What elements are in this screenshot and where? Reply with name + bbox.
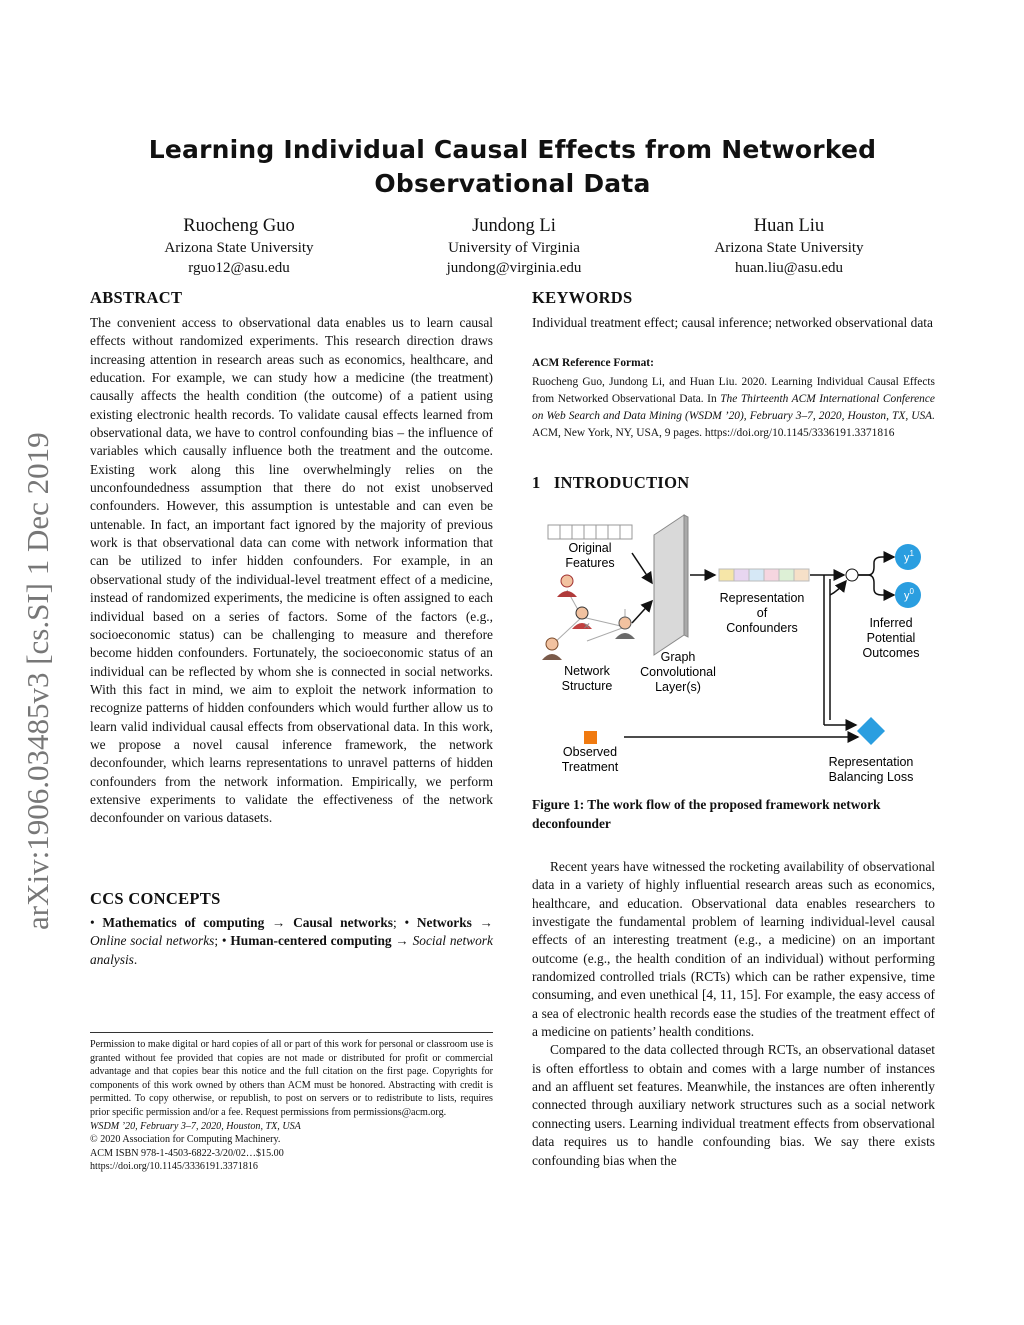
arrow-features-to-gcn: [632, 553, 652, 583]
representation-vector: [719, 569, 809, 581]
ccs-main: Networks: [416, 915, 472, 930]
footnote-rule: [90, 1032, 493, 1033]
author-name: Jundong Li: [472, 216, 556, 236]
reference-heading: ACM Reference Format:: [532, 357, 654, 369]
person-icon: [557, 575, 577, 597]
author-affiliation: Arizona State University: [164, 240, 314, 256]
ccs-main: Human-centered computing: [230, 933, 392, 949]
concat-node: [846, 569, 858, 581]
permission-doi[interactable]: https://doi.org/10.1145/3336191.3371816: [90, 1161, 258, 1173]
reference-venue: The Thirteenth ACM International Conference on Web Search and Data Mining (WSDM ’20), February 3–7, 2020, Houston, TX, USA.: [532, 392, 935, 422]
label-network-structure-2: Structure: [561, 679, 613, 693]
arrow-treatment-to-node: [830, 581, 846, 595]
ccs-concepts: • Mathematics of computing → Causal networks; • Networks → Online social networks; • Human-centered computing → Social network analysis.: [90, 915, 493, 967]
person-icon: [615, 617, 635, 639]
permission-notice: [90, 1038, 493, 1174]
label-original-features-2: Features: [565, 556, 615, 570]
paper-title: [90, 133, 935, 201]
author-3: [649, 214, 929, 278]
original-features-grid: [548, 525, 632, 539]
label-balancing-2: Balancing Loss: [828, 770, 914, 784]
reference-text: Ruocheng Guo, Jundong Li, and Huan Liu. 2020. Learning Individual Causal Effects from Networked Observational Data. In The Thirteenth ACM International Conference on Web Search and Data Mining (WSDM ’20), February 3–7, 2020, Houston, TX, USA. ACM, New York, NY, USA, 9 pages. https://doi.org/10.1145/3336191.3371816: [532, 376, 935, 439]
y0-label: $y^0$: [904, 587, 914, 602]
label-original-features-1: Original: [568, 541, 612, 555]
ccs-sub: Social network analysis: [90, 933, 493, 967]
ccs-sub: Online social networks: [90, 933, 215, 949]
network-graph: [542, 575, 635, 660]
label-gcn-3: Layer(s): [655, 680, 701, 694]
intro-body: [532, 858, 935, 1170]
title-line-1: Learning Individual Causal Effects from Networked: [148, 135, 877, 164]
abstract-heading: ABSTRACT: [90, 288, 183, 307]
intro-paragraph-2: Compared to the data collected through RCTs, an observational dataset is often effortless to obtain and comes with a large number of instances and an affluent set features. Meanwhile, the instances are often inherently connected through auxiliary network structures such as a social network connecting users. Learning individual treatment effects from observational data requires us to handle confounding bias. We say there exists confounding bias when the: [532, 1042, 935, 1168]
ccs-main: Mathematics of computing: [102, 915, 265, 930]
author-email[interactable]: jundong@virginia.edu: [446, 260, 582, 276]
label-gcn-2: Convolutional: [640, 665, 716, 679]
label-balancing-1: Representation: [828, 755, 914, 769]
author-name: Ruocheng Guo: [183, 216, 295, 236]
permission-copyright: © 2020 Association for Computing Machinery.: [90, 1134, 281, 1146]
author-name: Huan Liu: [753, 216, 825, 236]
permission-text: Permission to make digital or hard copies of all or part of this work for personal or classroom use is granted without fee provided that copies are not made or distributed for profit or commercial advantage and that copies bear this notice and the full citation on the first page. Copyrights for components of this work owned by others than ACM must be honored. Abstracting with credit is permitted. To copy otherwise, or republish, to post on servers or to redistribute to lists, requires prior specific permission and/or a fee. Request permissions from permissions@acm.org.: [90, 1039, 493, 1118]
edge-mark-icon: ✕: [583, 621, 591, 631]
treatment-square-icon: [584, 731, 597, 744]
author-affiliation: Arizona State University: [714, 240, 864, 256]
label-network-structure-1: Network: [564, 664, 610, 678]
author-affiliation: University of Virginia: [448, 240, 580, 256]
label-inferred-1: Inferred: [869, 616, 913, 630]
author-email[interactable]: huan.liu@asu.edu: [735, 260, 843, 276]
person-icon: [542, 638, 562, 660]
ccs-sub: Causal networks: [293, 915, 394, 930]
label-representation-2: of: [756, 606, 768, 620]
arrow-to-y0: [858, 575, 894, 595]
label-inferred-2: Potential: [866, 631, 916, 645]
abstract-text: The convenient access to observational data enables us to learn causal effects without randomized experiments. This research direction draws increasing attention in research areas such as economics, healthcare, and education. For example, we can study how a medicine (the treatment) causally affects the health condition (the outcome) of a patient using existing electronic health records. To validate causal effects learned from observational data, we have to control confounding bias – the influence of variables which causally influence both the treatment and the outcome. Existing work along this line overwhelmingly relies on the unconfoundedness assumption that there do not exist unobserved confounders. However, this assumption is untestable and can even be untenable. In fact, an important fact ignored by the majority of previous work is that observational data can come with network information that can be utilized to infer hidden confounders. For example, in an observational study of the individual-level treatment effect of a medicine, instead of randomized experiments, the medicine is often assigned to each individual based on a series of factors. Some of the factors (e.g., socioeconomic status) can be challenging to measure and therefore become hidden confounders. Fortunately, the socioeconomic status of an individual can be reflected by whom she is connected in social networks. With this fact in mind, we aim to exploit the network information to recognize patterns of hidden confounders which would further allow us to learn valid individual causal effects from observational data. In this work, we propose a novel causal inference framework, the network deconfounder, which learns representations to unravel patterns of hidden confounders from the network information. Empirically, we perform extensive experiments to validate the effectiveness of the network deconfounder on various datasets.: [90, 315, 493, 826]
arrow-to-y1: [858, 557, 894, 575]
permission-venue: WSDM ’20, February 3–7, 2020, Houston, TX, USA: [90, 1120, 301, 1132]
title-line-2: Observational Data: [374, 169, 651, 198]
label-representation-1: Representation: [719, 591, 805, 605]
label-treatment-2: Treatment: [561, 760, 619, 774]
arrow-network-to-gcn: [632, 601, 652, 623]
intro-paragraph-1: Recent years have witnessed the rocketing availability of observational data in a variety of highly influential research areas such as economics, healthcare, and education. Observational data enables researchers to investigate the fundamental problem of learning individual-level causal effects of an interesting treatment (e.g., a medicine) on an important outcome (e.g., the health condition of an individual) without performing randomized controlled trials (RCTs) which can be rather expensive, time consuming, and even unethical [4, 11, 15]. For example, the easy access of a sea of electronic health records ease the studies of the treatment effect of a medicine on patients’ health conditions.: [532, 859, 935, 1040]
arxiv-stamp: arXiv:1906.03485v3 [cs.SI] 1 Dec 2019: [20, 432, 55, 930]
label-gcn-1: Graph: [660, 650, 696, 664]
label-treatment-1: Observed: [562, 745, 618, 759]
ccs-heading: CCS CONCEPTS: [90, 889, 221, 908]
intro-heading: 1 INTRODUCTION: [532, 473, 690, 492]
gcn-layer: [654, 515, 688, 655]
keywords-text: Individual treatment effect; causal inference; networked observational data: [532, 315, 933, 330]
author-email[interactable]: rguo12@asu.edu: [188, 260, 290, 276]
label-representation-3: Confounders: [726, 621, 798, 635]
y1-label: $y^1$: [904, 549, 914, 564]
keywords-heading: KEYWORDS: [532, 288, 633, 307]
figure-caption: Figure 1: The work flow of the proposed framework network deconfounder: [532, 797, 881, 831]
label-inferred-3: Outcomes: [862, 646, 920, 660]
author-1: [99, 214, 379, 278]
permission-isbn: ACM ISBN 978-1-4503-6822-3/20/02…$15.00: [90, 1147, 284, 1159]
author-2: [374, 214, 654, 278]
balancing-diamond-icon: [857, 717, 885, 745]
figure-1: [532, 505, 942, 790]
